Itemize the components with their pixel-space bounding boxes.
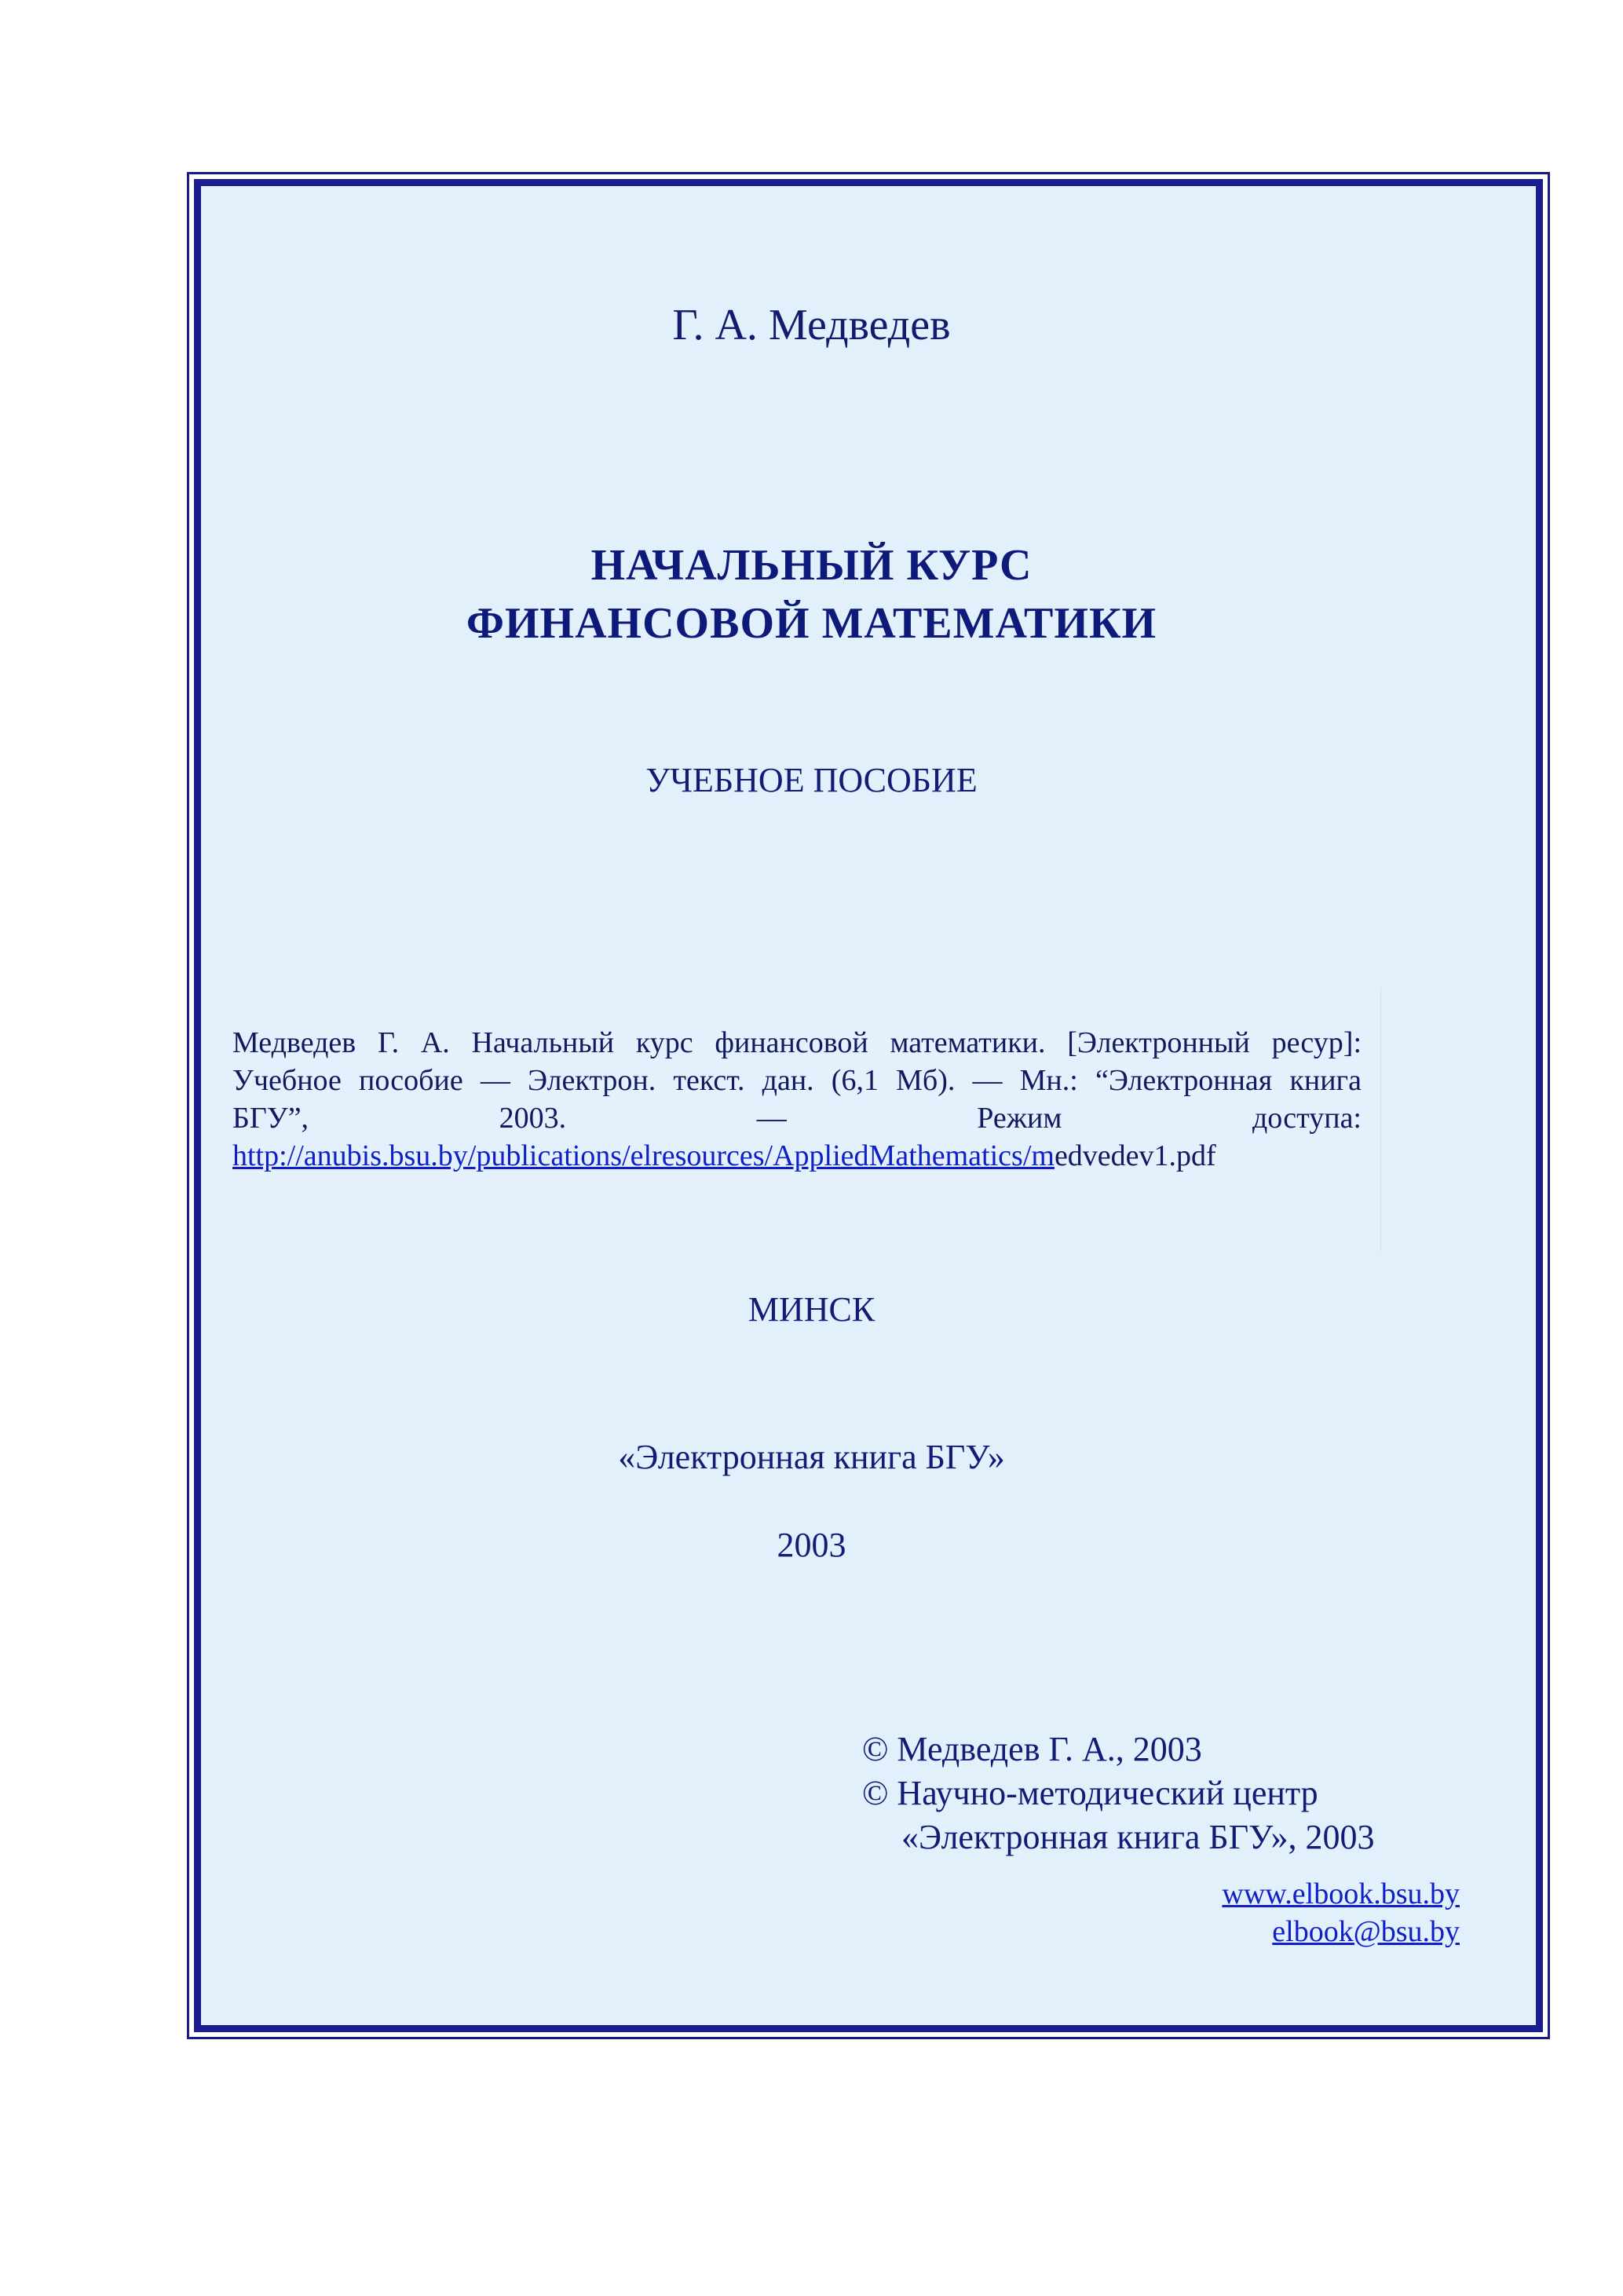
- publication-city: МИНСК: [748, 1290, 875, 1329]
- website-link[interactable]: www.elbook.bsu.by: [1222, 1877, 1460, 1910]
- publication-year: 2003: [777, 1526, 846, 1564]
- book-title-line-2: ФИНАНСОВОЙ МАТЕМАТИКИ: [466, 599, 1157, 648]
- book-title-line-1: НАЧАЛЬНЫЙ КУРС: [590, 541, 1033, 590]
- citation-line-1: Медведев Г. А. Начальный курс финансовой математики. [Электронный ресур]:: [232, 1026, 1362, 1059]
- citation-url-tail: edvedev1.pdf: [1054, 1139, 1216, 1172]
- citation-text: [232, 1024, 1362, 1175]
- citation-block: [228, 988, 1381, 1251]
- copyright-center: © Научно-методический центр: [862, 1774, 1318, 1812]
- contacts-block: [1222, 1875, 1460, 1951]
- copyright-block: [862, 1727, 1375, 1859]
- citation-line-3: БГУ”, 2003. — Режим доступа:: [232, 1102, 1362, 1135]
- book-subtitle: УЧЕБНОЕ ПОСОБИЕ: [645, 761, 978, 799]
- publisher-name: «Электронная книга БГУ»: [618, 1438, 1005, 1476]
- copyright-author: © Медведев Г. А., 2003: [862, 1730, 1202, 1768]
- copyright-center-name: «Электронная книга БГУ», 2003: [901, 1818, 1375, 1856]
- author-name: Г. А. Медведев: [672, 301, 951, 349]
- citation-url-line: [232, 1137, 1362, 1175]
- email-link[interactable]: elbook@bsu.by: [1272, 1915, 1460, 1948]
- citation-line-2: Учебное пособие — Электрон. текст. дан. (6,1 Мб). — Мн.: “Электронная книга: [232, 1064, 1362, 1097]
- citation-url-link[interactable]: http://anubis.bsu.by/publications/elresources/AppliedMathematics/m: [232, 1139, 1055, 1172]
